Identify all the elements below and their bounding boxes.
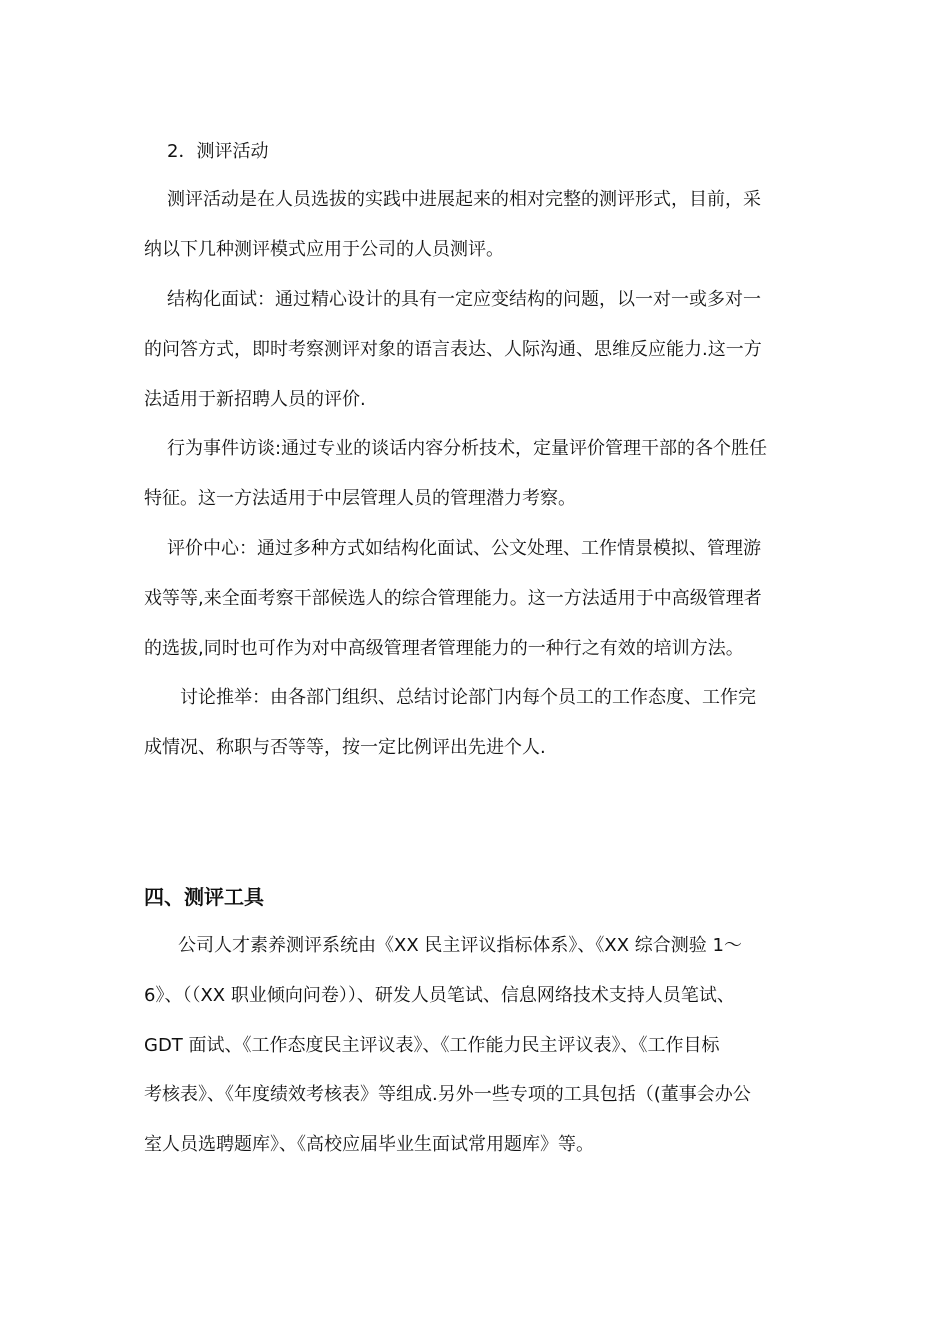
paragraph-line: 法适用于新招聘人员的评价.: [144, 389, 366, 410]
paragraph-line: 讨论推举：由各部门组织、总结讨论部门内每个员工的工作态度、工作完: [180, 687, 756, 708]
paragraph-line: 特征。这一方法适用于中层管理人员的管理潜力考察。: [144, 488, 576, 509]
paragraph-line: 公司人才素养测评系统由《XX 民主评议指标体系》、《XX 综合测验 1～: [178, 935, 742, 956]
paragraph-line: 考核表》、《年度绩效考核表》等组成.另外一些专项的工具包括（(董事会办公: [144, 1084, 751, 1105]
paragraph-line: 结构化面试：通过精心设计的具有一定应变结构的问题，以一对一或多对一: [167, 289, 761, 310]
paragraph-line: 室人员选聘题库》、《高校应届毕业生面试常用题库》等。: [144, 1134, 594, 1155]
paragraph-line: 的选拔,同时也可作为对中高级管理者管理能力的一种行之有效的培训方法。: [144, 638, 744, 659]
paragraph-line: 的问答方式，即时考察测评对象的语言表达、人际沟通、思维反应能力.这一方: [144, 339, 762, 360]
paragraph-line: 6》、（（XX 职业倾向问卷））、研发人员笔试、信息网络技术支持人员笔试、: [144, 985, 735, 1006]
paragraph-line: 纳以下几种测评模式应用于公司的人员测评。: [144, 239, 504, 260]
paragraph-line: GDT 面试、《工作态度民主评议表》、《工作能力民主评议表》、《工作目标: [144, 1035, 720, 1056]
paragraph-line: 评价中心：通过多种方式如结构化面试、公文处理、工作情景模拟、管理游: [167, 538, 761, 559]
subsection-heading: 2．测评活动: [167, 141, 269, 162]
paragraph-line: 成情况、称职与否等等，按一定比例评出先进个人.: [144, 737, 546, 758]
paragraph-line: 行为事件访谈:通过专业的谈话内容分析技术，定量评价管理干部的各个胜任: [167, 438, 768, 459]
paragraph-line: 戏等等,来全面考察干部候选人的综合管理能力。这一方法适用于中高级管理者: [144, 588, 762, 609]
paragraph-line: 测评活动是在人员选拔的实践中进展起来的相对完整的测评形式，目前，采: [167, 189, 761, 210]
section-heading: 四、测评工具: [144, 885, 264, 909]
